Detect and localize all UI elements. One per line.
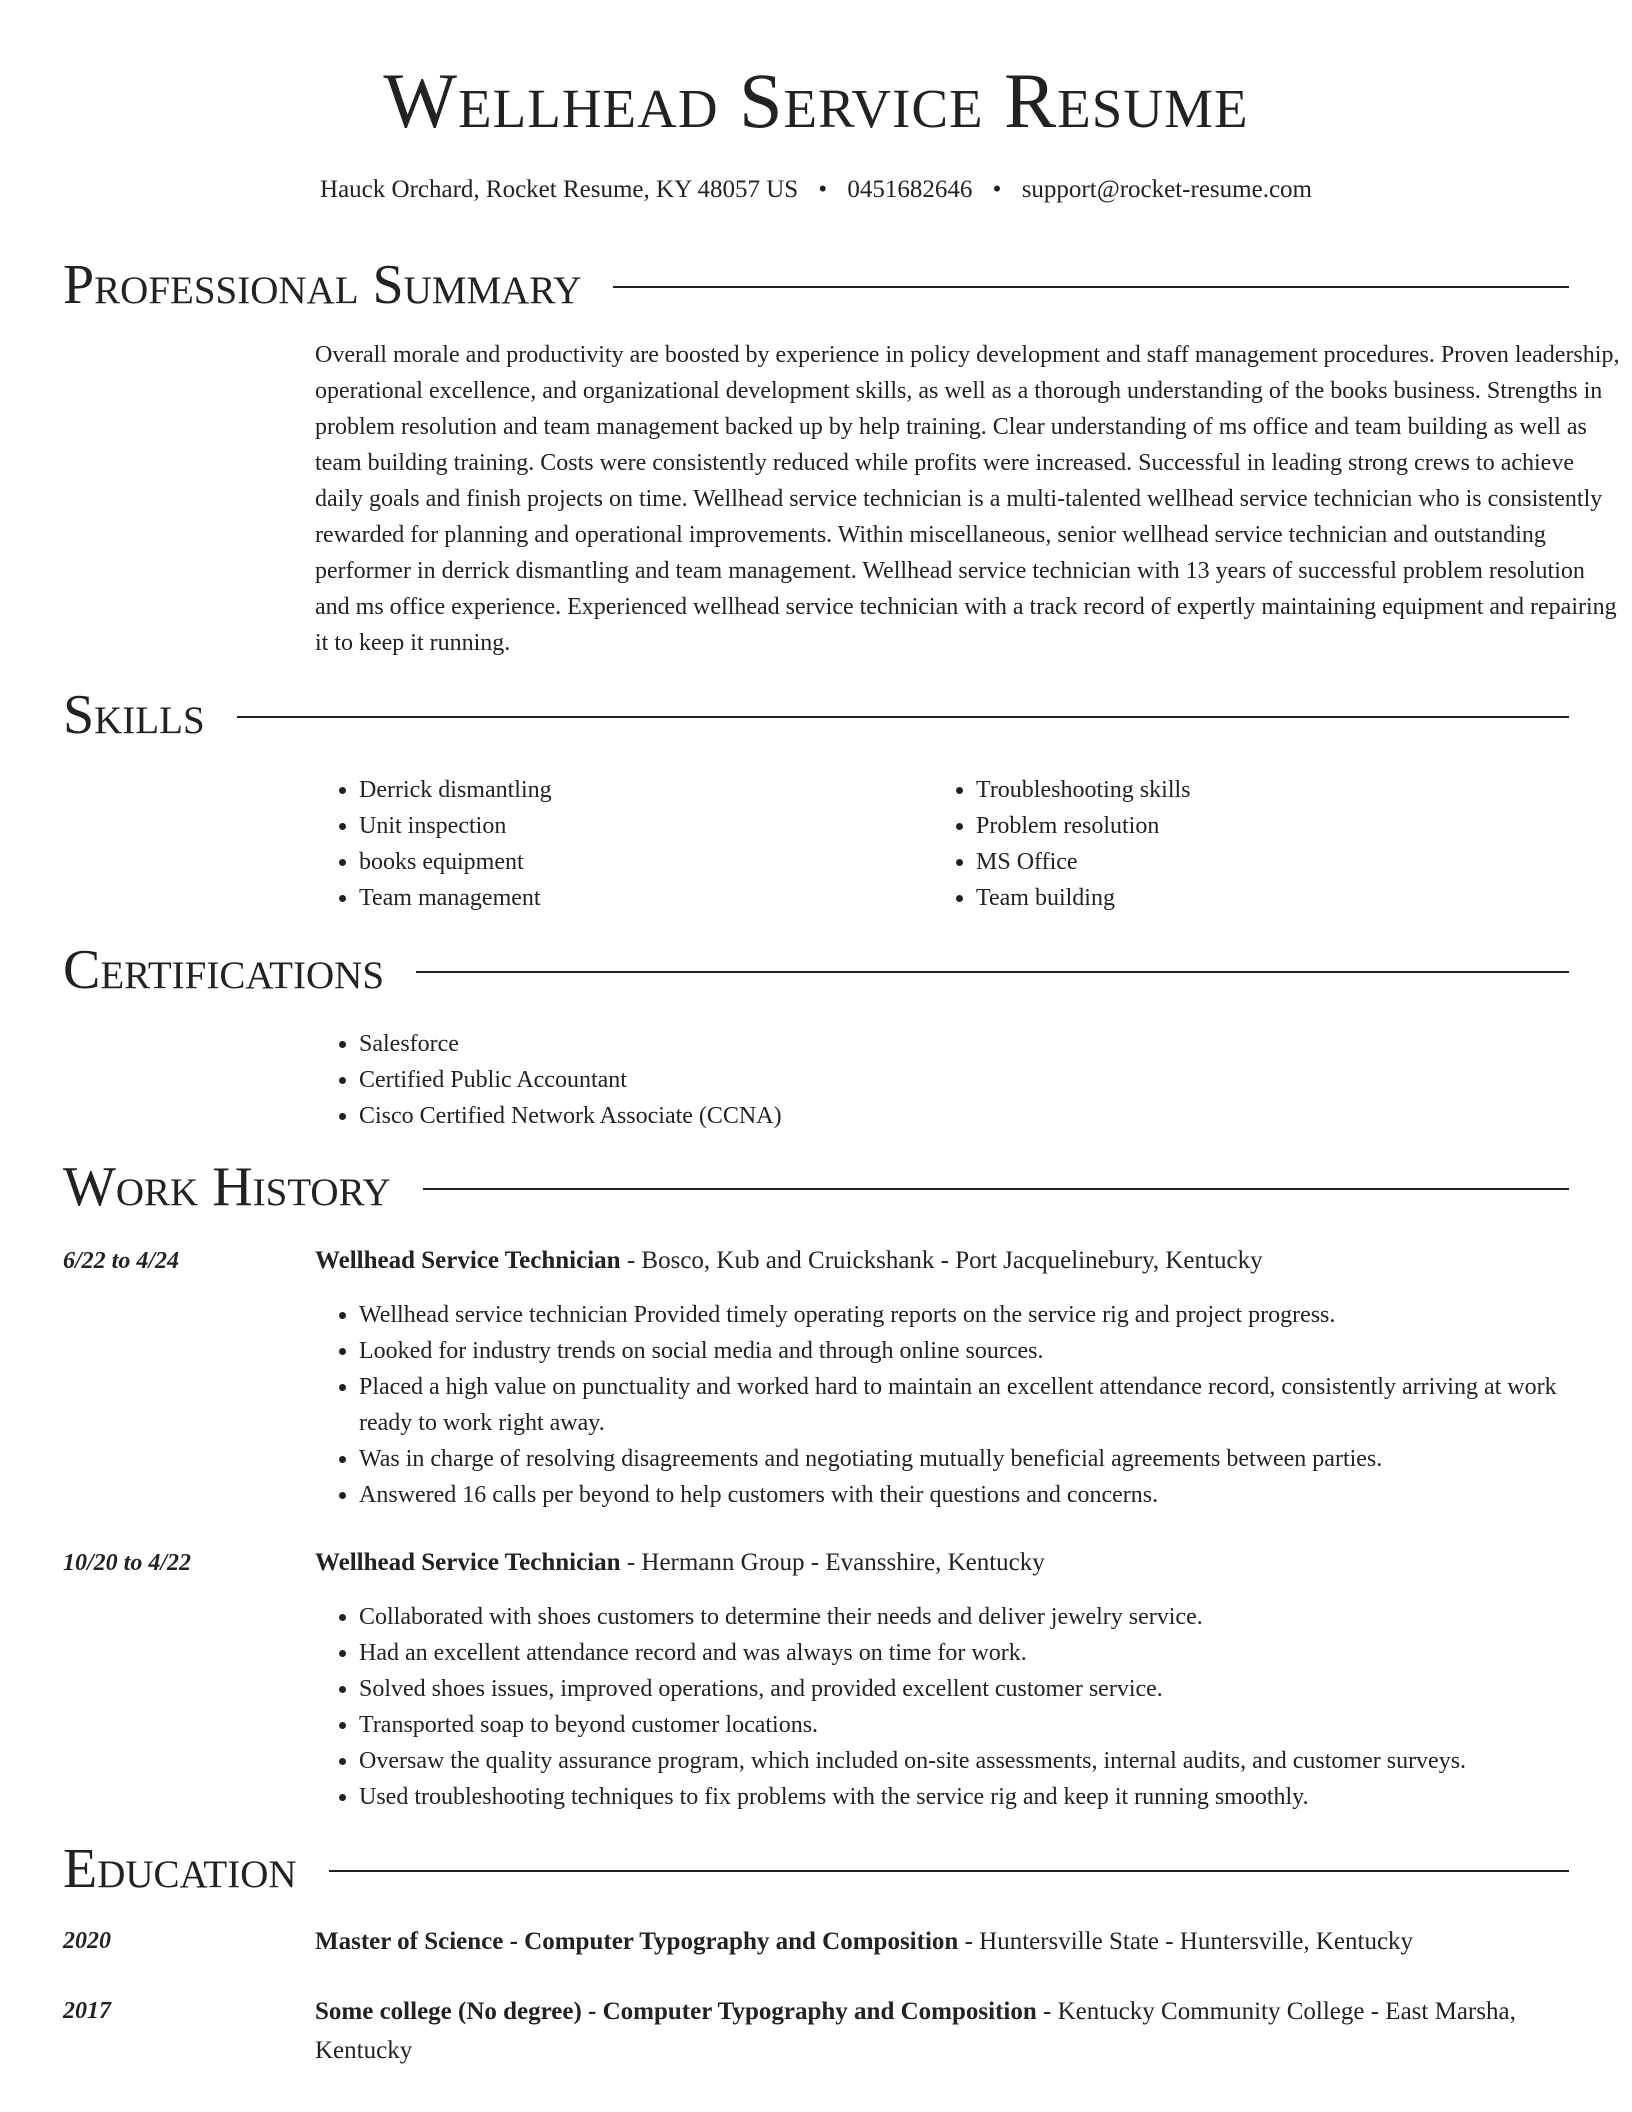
- job-title-line: [315, 1545, 1569, 1581]
- job-title: Wellhead Service Technician: [315, 1247, 621, 1274]
- contact-address: Hauck Orchard, Rocket Resume, KY 48057 US: [320, 176, 799, 203]
- education-year: 2017: [63, 1998, 111, 2024]
- section-heading-label: Professional Summary: [63, 254, 582, 316]
- education-school: - Kentucky Community College - East Marsha, Kentucky: [315, 1998, 1516, 2064]
- skills-column-left: [315, 772, 932, 916]
- responsibility-item: • Collaborated with shoes customers to determine their needs and deliver jewelry service.: [359, 1599, 1569, 1635]
- skill-item: • Troubleshooting skills: [976, 772, 1549, 808]
- education-school: - Huntersville State - Huntersville, Kentucky: [958, 1928, 1414, 1955]
- job-dates: 6/22 to 4/24: [63, 1248, 180, 1274]
- skill-item: • Team building: [976, 880, 1549, 916]
- contact-line: [63, 176, 1569, 204]
- responsibility-item: • Had an excellent attendance record and was always on time for work.: [359, 1635, 1569, 1671]
- section-heading-work-history: [63, 1157, 1569, 1217]
- certifications-list: [315, 1026, 1555, 1134]
- contact-separator: •: [818, 176, 828, 203]
- section-heading-label: Skills: [63, 684, 205, 746]
- skill-item: • MS Office: [976, 844, 1549, 880]
- job-company: - Bosco, Kub and Cruickshank - Port Jacquelinebury, Kentucky: [620, 1247, 1263, 1274]
- summary-text: Overall morale and productivity are boosted by experience in policy development and staff management procedures. Proven leadership, operational excellence, and organizational development skills, as well as a thorough understanding of the books business. Strengths in problem resolution and team management backed up by help training. Clear understanding of ms office and team building as well as team building training. Costs were consistently reduced while profits were increased. Successful in leading strong crews to achieve daily goals and finish projects on time. Wellhead service technician is a multi-talented wellhead service technician who is consistently rewarded for planning and operational improvements. Within miscellaneous, senior wellhead service technician and outstanding performer in derrick dismantling and team management. Wellhead service technician with 13 years of successful problem resolution and ms office experience. Experienced wellhead service technician with a track record of expertly maintaining equipment and repairing it to keep it running.: [315, 342, 1620, 656]
- responsibility-item: • Placed a high value on punctuality and worked hard to maintain an excellent attendance record, consistently arriving at work ready to work right away.: [359, 1369, 1569, 1441]
- certification-item: • Salesforce: [359, 1026, 1555, 1062]
- section-heading-certifications: [63, 940, 1569, 1000]
- skill-item: • Derrick dismantling: [359, 772, 932, 808]
- section-divider: [237, 716, 1569, 718]
- section-divider: [416, 971, 1569, 973]
- skills-column-right: [932, 772, 1549, 916]
- job-title-line: [315, 1243, 1569, 1279]
- job-company: - Hermann Group - Evansshire, Kentucky: [620, 1549, 1045, 1576]
- responsibility-item: • Wellhead service technician Provided timely operating reports on the service rig and project progress.: [359, 1297, 1569, 1333]
- education-degree: Some college (No degree) - Computer Typography and Composition: [315, 1998, 1037, 2025]
- responsibility-item: • Used troubleshooting techniques to fix problems with the service rig and keep it running smoothly.: [359, 1779, 1569, 1815]
- section-heading-education: [63, 1839, 1569, 1899]
- section-heading-label: Work History: [63, 1156, 391, 1218]
- responsibility-item: • Answered 16 calls per beyond to help customers with their questions and concerns.: [359, 1477, 1569, 1513]
- skill-item: • Team management: [359, 880, 932, 916]
- education-line: [315, 1992, 1569, 2070]
- skill-item: • Problem resolution: [976, 808, 1549, 844]
- skill-item: • books equipment: [359, 844, 932, 880]
- job-responsibilities: [315, 1297, 1569, 1513]
- resume-title: Wellhead Service Resume: [383, 57, 1249, 144]
- responsibility-item: • Was in charge of resolving disagreements and negotiating mutually beneficial agreements between parties.: [359, 1441, 1569, 1477]
- section-heading-label: Certifications: [63, 939, 385, 1001]
- certification-item: • Cisco Certified Network Associate (CCNA): [359, 1098, 1555, 1134]
- contact-phone: 0451682646: [847, 176, 973, 203]
- responsibility-item: • Looked for industry trends on social media and through online sources.: [359, 1333, 1569, 1369]
- contact-separator: •: [992, 176, 1002, 203]
- section-heading-skills: [63, 685, 1569, 745]
- job-title: Wellhead Service Technician: [315, 1549, 621, 1576]
- section-divider: [329, 1870, 1569, 1872]
- section-divider: [423, 1188, 1569, 1190]
- education-year: 2020: [63, 1928, 111, 1954]
- section-heading-summary: [63, 255, 1569, 315]
- contact-email: support@rocket-resume.com: [1021, 176, 1312, 203]
- education-degree: Master of Science - Computer Typography and Composition: [315, 1928, 959, 1955]
- education-line: [315, 1922, 1569, 1961]
- skills-list: [315, 772, 1555, 916]
- responsibility-item: • Solved shoes issues, improved operations, and provided excellent customer service.: [359, 1671, 1569, 1707]
- skill-item: • Unit inspection: [359, 808, 932, 844]
- section-heading-label: Education: [63, 1838, 297, 1900]
- job-responsibilities: [315, 1599, 1569, 1815]
- section-divider: [613, 286, 1569, 288]
- job-dates: 10/20 to 4/22: [63, 1550, 192, 1576]
- certification-item: • Certified Public Accountant: [359, 1062, 1555, 1098]
- responsibility-item: • Transported soap to beyond customer locations.: [359, 1707, 1569, 1743]
- responsibility-item: • Oversaw the quality assurance program, which included on-site assessments, internal audits, and customer surveys.: [359, 1743, 1569, 1779]
